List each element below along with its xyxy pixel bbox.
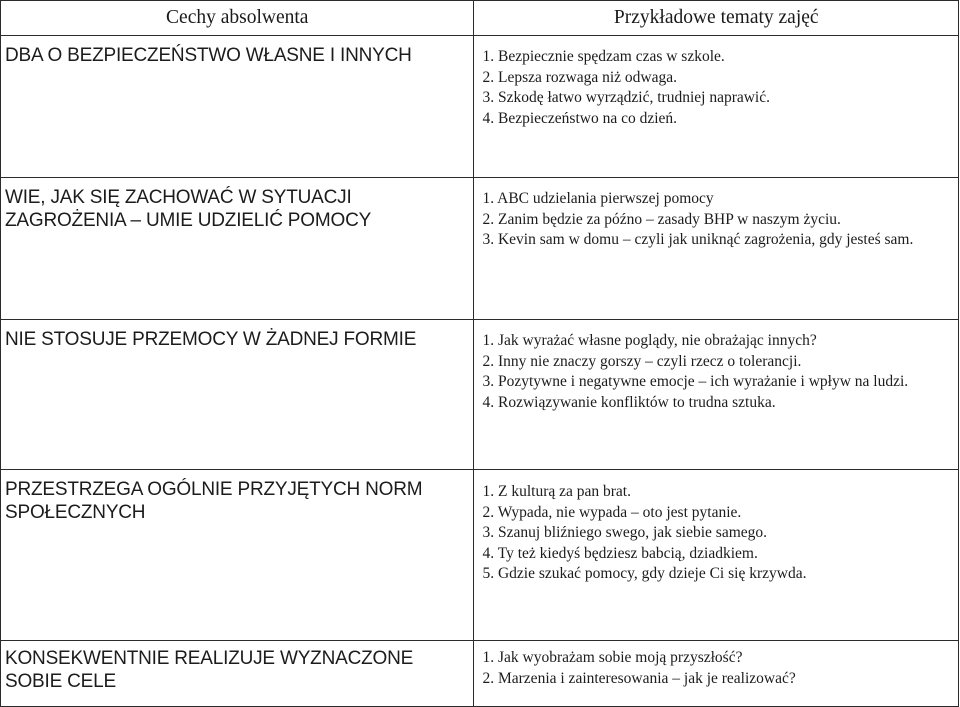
trait-cell: KONSEKWENTNIE REALIZUJE WYZNACZONE SOBIE CELE [1, 641, 474, 707]
table-row [1, 36, 959, 178]
topic-item: 2. Inny nie znaczy gorszy – czyli rzecz o tolerancji. [482, 352, 802, 370]
topics-cell [474, 641, 959, 707]
topic-item: 2. Zanim będzie za późno – zasady BHP w naszym życiu. [482, 210, 841, 228]
topic-item: 1. ABC udzielania pierwszej pomocy [482, 190, 714, 207]
header-traits: Cechy absolwenta [1, 1, 474, 36]
topic-item: 5. Gdzie szukać pomocy, gdy dzieje Ci się krzywda. [482, 565, 807, 582]
topic-item: 4. Ty też kiedyś będziesz babcią, dziadkiem. [482, 544, 758, 562]
trait-cell: DBA O BEZPIECZEŃSTWO WŁASNE I INNYCH [1, 36, 474, 178]
topic-item: 2. Marzenia i zainteresowania – jak je realizować? [482, 669, 796, 687]
header-topics: Przykładowe tematy zajęć [474, 1, 959, 36]
trait-cell: NIE STOSUJE PRZEMOCY W ŻADNEJ FORMIE [1, 320, 474, 470]
topic-item: 3. Szanuj bliźniego swego, jak siebie samego. [482, 524, 768, 541]
topic-item: 4. Rozwiązywanie konfliktów to trudna sztuka. [482, 393, 776, 411]
table-row [1, 641, 959, 707]
topics-cell [474, 470, 959, 641]
topic-item: 2. Wypada, nie wypada – oto jest pytanie. [482, 503, 742, 521]
table-row [1, 470, 959, 641]
table-row [1, 320, 959, 470]
topic-item: 4. Bezpieczeństwo na co dzień. [482, 109, 678, 127]
table-row [1, 178, 959, 320]
topic-item: 3. Kevin sam w domu – czyli jak uniknąć zagrożenia, gdy jesteś sam. [482, 231, 914, 248]
topic-item: 3. Pozytywne i negatywne emocje – ich wyrażanie i wpływ na ludzi. [482, 373, 909, 390]
topic-item: 1. Jak wyrażać własne poglądy, nie obrażając innych? [482, 332, 817, 349]
topics-cell [474, 36, 959, 178]
topic-item: 1. Jak wyobrażam sobie moją przyszłość? [482, 649, 743, 666]
topics-cell [474, 320, 959, 470]
header-row [1, 1, 959, 36]
topic-item: 1. Z kulturą za pan brat. [482, 483, 631, 500]
topic-item: 3. Szkodę łatwo wyrządzić, trudniej naprawić. [482, 89, 770, 106]
trait-cell: PRZESTRZEGA OGÓLNIE PRZYJĘTYCH NORM SPOŁECZNYCH [1, 470, 474, 641]
trait-cell: WIE, JAK SIĘ ZACHOWAĆ W SYTUACJI ZAGROŻENIA – UMIE UDZIELIĆ POMOCY [1, 178, 474, 320]
topic-item: 1. Bezpiecznie spędzam czas w szkole. [482, 48, 725, 65]
topic-item: 2. Lepsza rozwaga niż odwaga. [482, 68, 678, 86]
topics-cell [474, 178, 959, 320]
